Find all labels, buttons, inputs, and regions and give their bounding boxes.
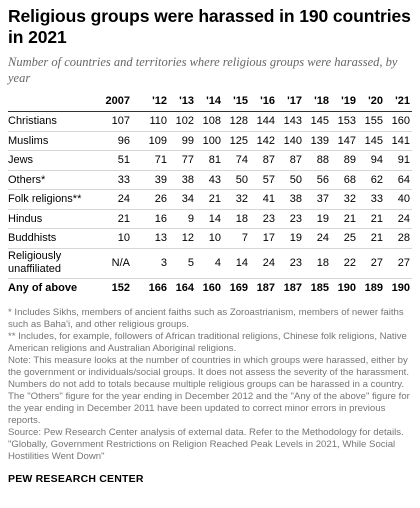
table-cell: 21: [331, 209, 358, 229]
table-cell: 37: [304, 190, 331, 210]
table-cell: 152: [111, 281, 130, 294]
table-cell: 40: [385, 190, 412, 210]
column-header: '15: [223, 94, 250, 112]
chart-title: Religious groups were harassed in 190 countries in 2021: [8, 6, 411, 47]
table-row: [8, 209, 412, 229]
table-cell: 27: [385, 248, 412, 278]
table-cell: 125: [223, 131, 250, 151]
table-cell: 33: [358, 190, 385, 210]
column-header: 2007: [88, 94, 142, 112]
table-cell: 32: [331, 190, 358, 210]
table-body: [8, 112, 412, 298]
row-label: Muslims: [8, 131, 88, 151]
table-cell: 13: [142, 229, 169, 249]
table-cell: N/A: [88, 248, 142, 278]
header-blank: [8, 94, 88, 112]
table-cell: 145: [358, 131, 385, 151]
table-cell: 109: [142, 131, 169, 151]
table-cell: 74: [223, 151, 250, 171]
table-cell: 10: [196, 229, 223, 249]
table-row: [8, 131, 412, 151]
data-table: [8, 94, 412, 297]
table-cell: 21: [196, 190, 223, 210]
table-cell: 24: [88, 190, 142, 210]
table-cell: 21: [88, 209, 142, 229]
table-cell: 166: [148, 281, 167, 294]
table-cell: 14: [223, 248, 250, 278]
table-cell: 23: [250, 209, 277, 229]
table-cell: 87: [250, 151, 277, 171]
table-cell: 23: [277, 209, 304, 229]
table-cell: 21: [358, 209, 385, 229]
table-cell: 102: [169, 112, 196, 132]
table-cell: 108: [196, 112, 223, 132]
table-cell: 71: [142, 151, 169, 171]
table-cell: 19: [304, 209, 331, 229]
table-cell: 33: [88, 170, 142, 190]
row-label: Buddhists: [8, 229, 88, 249]
table-header-row: [8, 94, 412, 112]
row-label: Christians: [8, 112, 88, 132]
table-cell: 38: [169, 170, 196, 190]
table-cell: 3: [142, 248, 169, 278]
table-cell: 89: [331, 151, 358, 171]
total-row: [8, 278, 412, 297]
table-row: [8, 170, 412, 190]
table-cell: 25: [331, 229, 358, 249]
table-cell: 68: [331, 170, 358, 190]
column-header: '18: [304, 94, 331, 112]
column-header: '12: [142, 94, 169, 112]
notes-block: [8, 307, 412, 463]
table-cell: 107: [88, 112, 142, 132]
table-cell: 57: [250, 170, 277, 190]
table-cell: 9: [169, 209, 196, 229]
table-cell: 10: [88, 229, 142, 249]
table-row: [8, 248, 412, 278]
table-cell: 96: [88, 131, 142, 151]
table-cell: 139: [304, 131, 331, 151]
table-cell: 87: [277, 151, 304, 171]
table-cell: 160: [385, 112, 412, 132]
table-cell: 62: [358, 170, 385, 190]
column-header: '19: [331, 94, 358, 112]
table-cell: 50: [277, 170, 304, 190]
table-cell: 39: [142, 170, 169, 190]
column-header: '16: [250, 94, 277, 112]
column-header: '20: [358, 94, 385, 112]
table-cell: 144: [250, 112, 277, 132]
table-cell: 88: [304, 151, 331, 171]
table-cell: 142: [250, 131, 277, 151]
table-cell: 21: [358, 229, 385, 249]
table-cell: 18: [304, 248, 331, 278]
column-header: '14: [196, 94, 223, 112]
table-cell: 19: [277, 229, 304, 249]
table-cell: 169: [229, 281, 248, 294]
column-header: '21: [385, 94, 412, 112]
table-cell: 155: [358, 112, 385, 132]
table-cell: 4: [196, 248, 223, 278]
table-row: [8, 229, 412, 249]
column-header: '13: [169, 94, 196, 112]
table-cell: 164: [175, 281, 194, 294]
table-cell: 189: [364, 281, 383, 294]
table-cell: 99: [169, 131, 196, 151]
table-cell: 26: [142, 190, 169, 210]
table-cell: 141: [385, 131, 412, 151]
column-header: '17: [277, 94, 304, 112]
table-cell: 153: [331, 112, 358, 132]
table-row: [8, 151, 412, 171]
table-cell: 160: [202, 281, 221, 294]
footnote-others: * Includes Sikhs, members of ancient faiths such as Zoroastrianism, members of newer faiths such as Baha'i, and other religious groups.: [8, 307, 404, 330]
table-row: [8, 112, 412, 132]
row-label: Jews: [8, 151, 88, 171]
row-label: Others*: [8, 170, 88, 190]
table-cell: 24: [385, 209, 412, 229]
table-cell: 24: [304, 229, 331, 249]
table-cell: 7: [223, 229, 250, 249]
row-label: Hindus: [8, 209, 88, 229]
table-cell: 77: [169, 151, 196, 171]
table-cell: 51: [88, 151, 142, 171]
table-cell: 190: [337, 281, 356, 294]
footnote-folk: ** Includes, for example, followers of African traditional religions, Chinese folk religions, Native American religions and Australian Aboriginal religions.: [8, 331, 407, 354]
report-title: "Globally, Government Restrictions on Religion Reached Peak Levels in 2021, While Social Hostilities Went Down": [8, 439, 396, 462]
row-label: Any of above: [8, 281, 78, 294]
table-cell: 17: [250, 229, 277, 249]
source-note: Source: Pew Research Center analysis of external data. Refer to the Methodology for details.: [8, 427, 404, 438]
chart-subtitle: Number of countries and territories where religious groups were harassed, by year: [8, 55, 398, 85]
table-cell: 23: [277, 248, 304, 278]
pew-logo: PEW RESEARCH CENTER: [8, 473, 144, 485]
table-cell: 12: [169, 229, 196, 249]
table-cell: 147: [331, 131, 358, 151]
table-cell: 50: [223, 170, 250, 190]
table-cell: 81: [196, 151, 223, 171]
table-cell: 22: [331, 248, 358, 278]
table-cell: 128: [223, 112, 250, 132]
table-cell: 28: [385, 229, 412, 249]
methodology-note: Note: This measure looks at the number of countries in which groups were harassed, either by the government or individuals/social groups. It does not assess the severity of the harassment. Numbers do not add to totals because multiple religious groups can be harassed in a country. The "Others" figure for the year ending in December 2012 and the "Any of the above" figure for the year ending in December 2011 have been updated to correct minor errors in previous reports.: [8, 355, 410, 426]
table-cell: 18: [223, 209, 250, 229]
table-cell: 64: [385, 170, 412, 190]
table-cell: 43: [196, 170, 223, 190]
row-label: Folk religions**: [8, 190, 88, 210]
table-cell: 41: [250, 190, 277, 210]
table-cell: 38: [277, 190, 304, 210]
table-cell: 187: [283, 281, 302, 294]
table-cell: 27: [358, 248, 385, 278]
table-cell: 32: [223, 190, 250, 210]
table-cell: 14: [196, 209, 223, 229]
row-label: Religiously unaffiliated: [8, 248, 88, 278]
table-cell: 24: [250, 248, 277, 278]
table-cell: 190: [391, 281, 410, 294]
table-cell: 91: [385, 151, 412, 171]
table-cell: 140: [277, 131, 304, 151]
table-cell: 187: [256, 281, 275, 294]
table-cell: 16: [142, 209, 169, 229]
table-cell: 110: [142, 112, 169, 132]
table-cell: 143: [277, 112, 304, 132]
table-cell: 5: [169, 248, 196, 278]
table-row: [8, 190, 412, 210]
table-cell: 100: [196, 131, 223, 151]
table-cell: 185: [310, 281, 329, 294]
table-cell: 56: [304, 170, 331, 190]
table-cell: 145: [304, 112, 331, 132]
table-cell: 34: [169, 190, 196, 210]
table-cell: 94: [358, 151, 385, 171]
